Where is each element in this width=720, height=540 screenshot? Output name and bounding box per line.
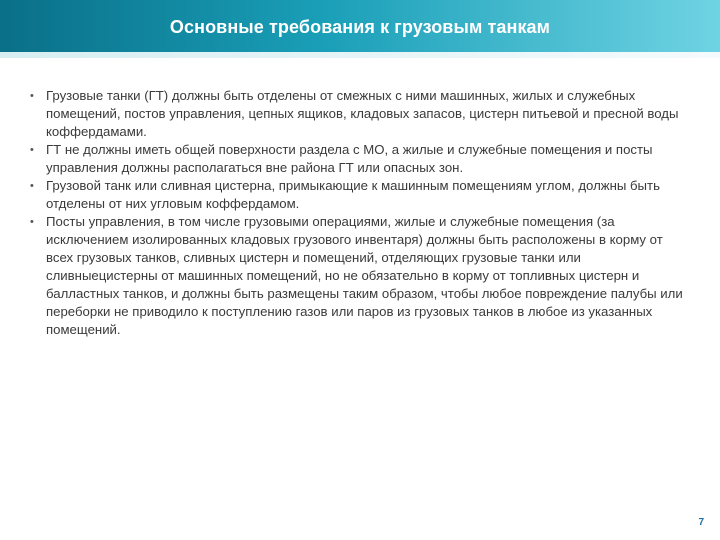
- bullet-text: ГТ не должны иметь общей поверхности раздела с МО, а жилые и служебные помещения и посты управления должны располагаться вне района ГТ или опасных зон.: [46, 142, 653, 175]
- bullet-dot-icon: •: [30, 144, 34, 156]
- bullet-item: [30, 87, 690, 141]
- bullet-text: Посты управления, в том числе грузовыми операциями, жилые и служебные помещения (за исключением изолированных кладовых грузового инвентаря) должны быть расположены в корму от всех грузовых танков, сливных цистерн и помещений, отделяющих грузовые танки или сливныецистерны от машинных помещений, но не обязательно в корму от топливных цистерн и балластных танков, и должны быть размещены таким образом, чтобы любое повреждение палубы или переборки не приводило к поступлению газов или паров из грузовых танков в любое из указанных помещений.: [46, 214, 683, 337]
- bullet-text: Грузовые танки (ГТ) должны быть отделены от смежных с ними машинных, жилых и служебных помещений, постов управления, цепных ящиков, кладовых запасов, цистерн питьевой и пресной воды коффердамами.: [46, 88, 679, 139]
- slide-title: Основные требования к грузовым танкам: [169, 17, 551, 37]
- bullet-dot-icon: •: [30, 180, 34, 192]
- bullet-item: [30, 177, 690, 213]
- bullet-item: [30, 141, 690, 177]
- bullet-item: [30, 213, 690, 339]
- bullet-dot-icon: •: [30, 90, 34, 102]
- page-number: 7: [698, 517, 704, 528]
- bullet-list: [30, 87, 690, 339]
- bullet-text: Грузовой танк или сливная цистерна, примыкающие к машинным помещениям углом, должны быть отделены от них угловым коффердамом.: [46, 178, 660, 211]
- bullet-dot-icon: •: [30, 216, 34, 228]
